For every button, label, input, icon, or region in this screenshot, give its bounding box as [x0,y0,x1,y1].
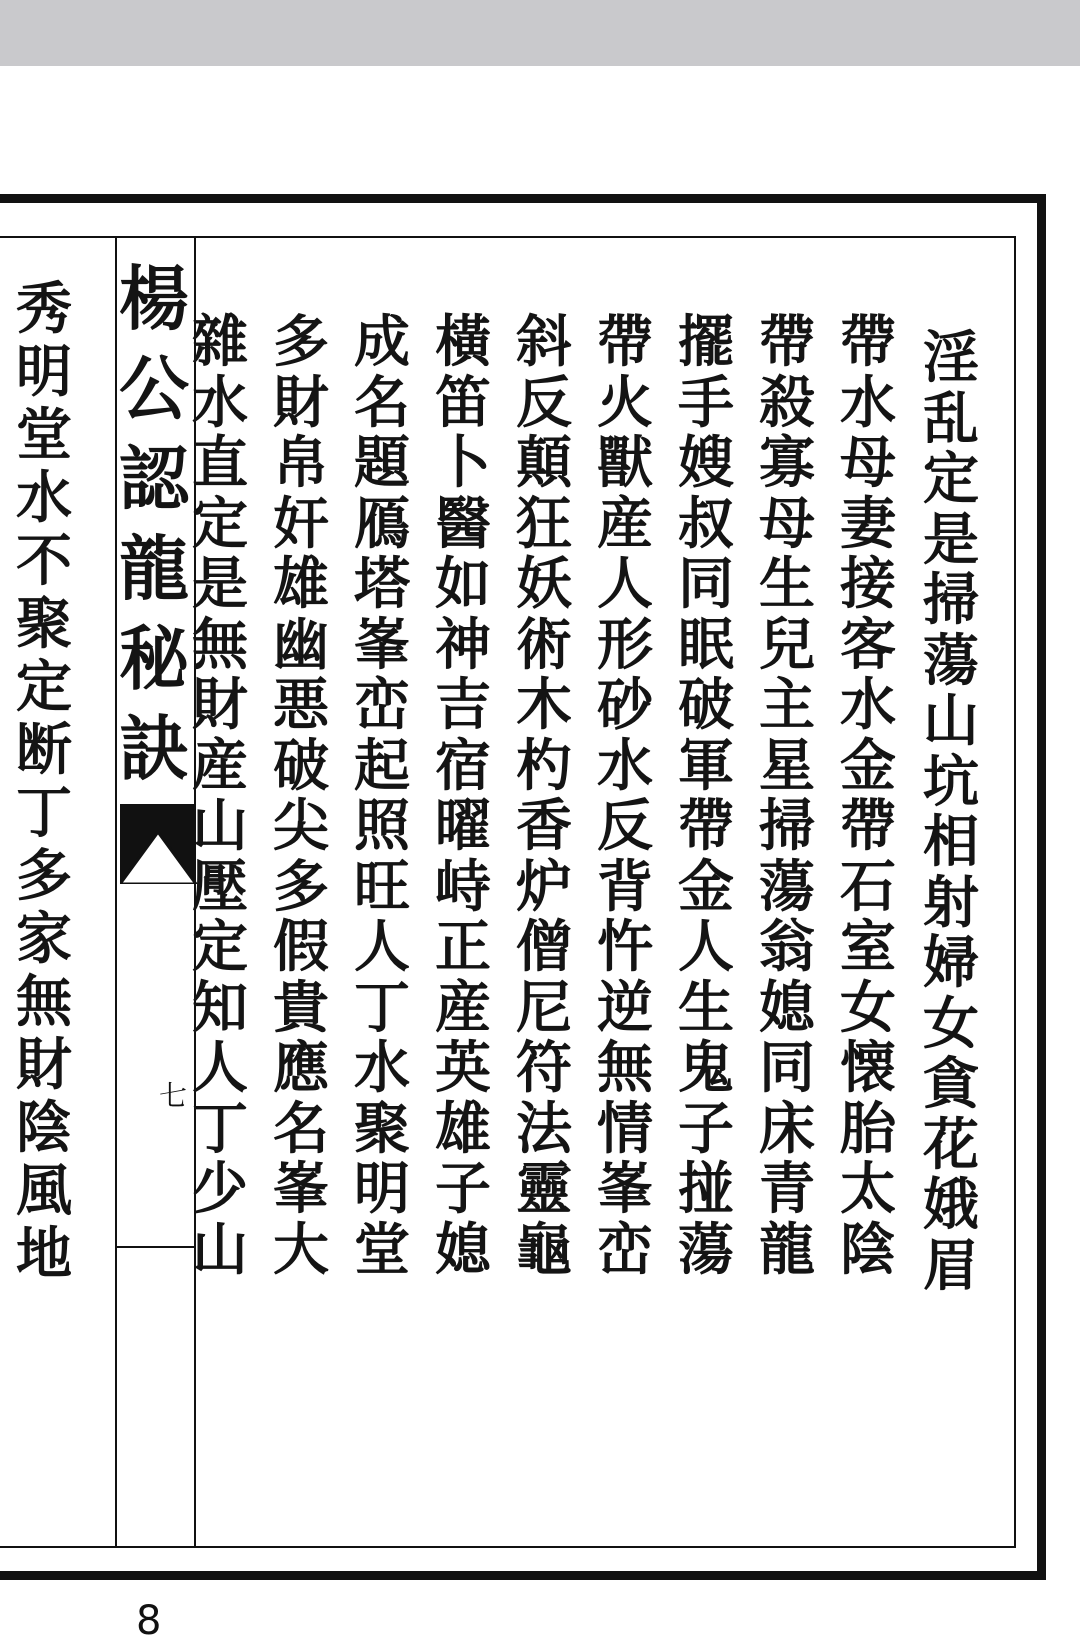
glyph: 人 [192,1035,248,1101]
glyph: 財 [192,672,248,738]
glyph: 無 [16,969,72,1035]
glyph: 峯 [597,1156,653,1222]
glyph: 女 [923,990,979,1057]
glyph: 破 [273,732,329,799]
glyph: 地 [16,1221,72,1287]
glyph: 水 [192,369,248,436]
text-column-9 [271,309,331,1283]
glyph: 符 [516,1035,572,1101]
glyph: 峦 [354,672,410,738]
glyph: 幽 [273,611,329,678]
glyph: 定 [192,914,248,980]
page-number: 8 [136,1598,162,1644]
glyph: 逆 [597,974,653,1041]
glyph: 如 [435,551,491,617]
glyph: 水 [354,1035,410,1101]
text-column-2 [838,309,898,1283]
glyph: 母 [840,430,896,496]
glyph: 掃 [923,567,979,633]
glyph: 金 [840,732,896,799]
glyph: 子 [435,1156,491,1222]
glyph: 山 [192,1216,248,1283]
glyph: 炉 [516,853,572,920]
glyph: 塔 [354,551,410,617]
glyph: 産 [597,490,653,557]
glyph: 花 [923,1111,979,1178]
glyph: 擺 [678,309,734,375]
glyph: 壓 [192,853,248,920]
glyph: 同 [759,1035,815,1101]
glyph: 峯 [354,611,410,678]
glyph: 眠 [678,611,734,678]
glyph: 英 [435,1035,491,1101]
glyph: 青 [759,1156,815,1222]
glyph: 星 [759,732,815,799]
glyph: 多 [273,309,329,375]
glyph: 嫂 [678,430,734,496]
glyph: 名 [273,1095,329,1162]
glyph: 婦 [923,930,979,996]
glyph: 峦 [597,1216,653,1283]
glyph: 太 [840,1156,896,1222]
glyph: 正 [435,914,491,980]
book-title [118,254,190,794]
glyph: 神 [435,611,491,678]
glyph: 人 [678,914,734,980]
glyph: 産 [435,974,491,1041]
fishtail-mark [120,804,200,884]
glyph: 醫 [435,490,491,557]
glyph: 尖 [273,793,329,859]
glyph: 是 [923,506,979,573]
glyph: 尼 [516,974,572,1041]
glyph: 生 [759,551,815,617]
glyph: 子 [678,1095,734,1162]
glyph: 山 [192,793,248,859]
glyph: 帛 [273,430,329,496]
glyph: 妻 [840,490,896,557]
glyph: 無 [192,611,248,678]
glyph: 直 [192,430,248,496]
text-column-10 [190,309,250,1283]
glyph: 應 [273,1035,329,1101]
glyph: 起 [354,732,410,799]
glyph: 宿 [435,732,491,799]
glyph: 金 [678,853,734,920]
glyph: 旺 [354,853,410,920]
glyph: 僧 [516,914,572,980]
glyph: 笛 [435,369,491,436]
glyph: 獸 [597,430,653,496]
glyph: 聚 [354,1095,410,1162]
glyph: 堂 [16,402,72,468]
glyph: 狂 [516,490,572,557]
glyph: 母 [759,490,815,557]
glyph: 陰 [840,1216,896,1283]
text-column-6 [514,309,574,1283]
glyph: 假 [273,914,329,980]
glyph: 丁 [354,974,410,1041]
glyph: 人 [597,551,653,617]
glyph: 兒 [759,611,815,678]
glyph: 水 [840,369,896,436]
glyph: 斜 [516,309,572,375]
glyph: 財 [16,1032,72,1098]
glyph: 破 [678,672,734,738]
banxin-left-rule [115,238,117,1548]
glyph: 山 [923,688,979,754]
glyph: 情 [597,1095,653,1162]
glyph: 帶 [840,309,896,375]
glyph: 龍 [759,1216,815,1283]
glyph: 床 [759,1095,815,1162]
glyph: 水 [840,672,896,738]
glyph: 掃 [759,793,815,859]
glyph: 聚 [16,591,72,657]
folio-number: 七 [158,1079,187,1112]
glyph: 秘 [119,617,189,700]
page-viewer[interactable] [0,66,1080,1644]
glyph: 娥 [923,1172,979,1238]
glyph: 叔 [678,490,734,557]
glyph: 乱 [923,385,979,452]
glyph: 木 [516,672,572,738]
glyph: 鴈 [354,490,410,557]
glyph: 吉 [435,672,491,738]
text-column-7 [433,309,493,1283]
viewer-toolbar [0,0,1080,66]
glyph: 同 [678,551,734,617]
text-column-8 [352,309,412,1283]
glyph: 貴 [273,974,329,1041]
glyph: 背 [597,853,653,920]
glyph: 風 [16,1158,72,1224]
glyph: 帶 [678,793,734,859]
glyph: 定 [16,654,72,720]
banxin-lower-rule [116,1246,195,1248]
glyph: 寡 [759,430,815,496]
glyph: 堂 [354,1216,410,1283]
glyph: 女 [840,974,896,1041]
glyph: 翁 [759,914,815,980]
glyph: 題 [354,430,410,496]
glyph: 財 [273,369,329,436]
glyph: 淫 [923,325,979,391]
glyph: 手 [678,369,734,436]
glyph: 術 [516,611,572,678]
glyph: 成 [354,309,410,375]
glyph: 断 [16,717,72,783]
glyph: 是 [192,551,248,617]
glyph: 明 [16,339,72,405]
glyph: 名 [354,369,410,436]
glyph: 掽 [678,1156,734,1222]
glyph: 室 [840,914,896,980]
glyph: 家 [16,906,72,972]
glyph: 法 [516,1095,572,1162]
glyph: 曜 [435,793,491,859]
glyph: 蕩 [759,853,815,920]
glyph: 丁 [192,1095,248,1162]
glyph: 楊 [119,257,189,340]
glyph: 人 [354,914,410,980]
glyph: 定 [192,490,248,557]
glyph: 火 [597,369,653,436]
glyph: 坑 [923,748,979,815]
glyph: 石 [840,853,896,920]
text-column-1 [921,325,981,1299]
glyph: 反 [597,793,653,859]
glyph: 懐 [840,1035,896,1101]
glyph: 主 [759,672,815,738]
glyph: 客 [840,611,896,678]
glyph: 公 [119,347,189,430]
glyph: 明 [354,1156,410,1222]
glyph: 媳 [759,974,815,1041]
left-page-text-column [14,278,74,1286]
glyph: 少 [192,1156,248,1222]
glyph: 秀 [16,276,72,342]
glyph: 多 [16,843,72,909]
glyph: 顛 [516,430,572,496]
glyph: 胎 [840,1095,896,1162]
glyph: 軍 [678,732,734,799]
glyph: 陰 [16,1095,72,1161]
glyph: 鬼 [678,1035,734,1101]
glyph: 貪 [923,1051,979,1117]
glyph: 忤 [597,914,653,980]
glyph: 多 [273,853,329,920]
glyph: 帶 [597,309,653,375]
glyph: 雄 [435,1095,491,1162]
glyph: 生 [678,974,734,1041]
text-column-3 [757,309,817,1283]
glyph: 知 [192,974,248,1041]
glyph: 峙 [435,853,491,920]
glyph: 接 [840,551,896,617]
glyph: 媳 [435,1216,491,1283]
glyph: 香 [516,793,572,859]
glyph: 杓 [516,732,572,799]
glyph: 龍 [119,527,189,610]
glyph: 無 [597,1035,653,1101]
glyph: 定 [923,446,979,512]
glyph: 水 [597,732,653,799]
glyph: 産 [192,732,248,799]
glyph: 帶 [840,793,896,859]
glyph: 眉 [923,1232,979,1299]
glyph: 龜 [516,1216,572,1283]
glyph: 雄 [273,551,329,617]
glyph: 蕩 [923,627,979,694]
glyph: 不 [16,528,72,594]
text-column-4 [676,309,736,1283]
glyph: 蕩 [678,1216,734,1283]
glyph: 水 [16,465,72,531]
text-column-5 [595,309,655,1283]
glyph: 射 [923,869,979,936]
glyph: 反 [516,369,572,436]
glyph: 橫 [435,309,491,375]
glyph: 悪 [273,672,329,738]
glyph: 殺 [759,369,815,436]
glyph: 卜 [435,430,491,496]
glyph: 奸 [273,490,329,557]
glyph: 訣 [119,707,189,790]
glyph: 砂 [597,672,653,738]
glyph: 相 [923,809,979,875]
glyph: 雜 [192,309,248,375]
glyph: 丁 [16,780,72,846]
glyph: 大 [273,1216,329,1283]
glyph: 靈 [516,1156,572,1222]
glyph: 妖 [516,551,572,617]
glyph: 認 [119,437,189,520]
glyph: 峯 [273,1156,329,1222]
glyph: 形 [597,611,653,678]
glyph: 帶 [759,309,815,375]
glyph: 照 [354,793,410,859]
